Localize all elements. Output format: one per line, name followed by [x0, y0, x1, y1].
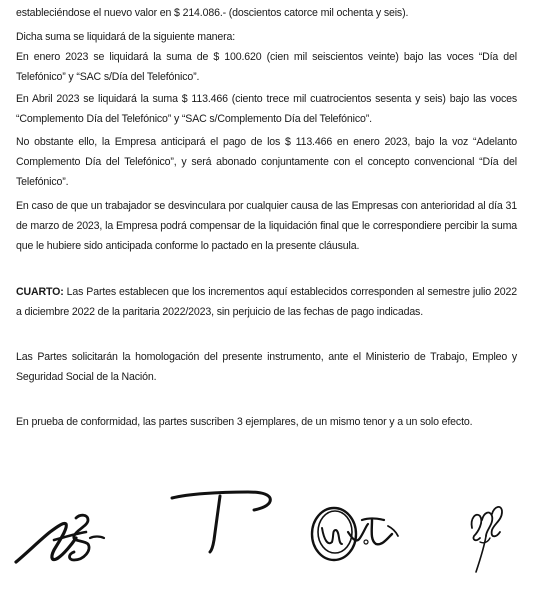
clause-cuarto	[16, 282, 517, 322]
paragraph-april-payment: En Abril 2023 se liquidará la suma $ 113.466 (ciento trece mil cuatrocientos sesenta y seis) bajo las voces “Complemento Día del Telefónico” y “SAC s/Complemento Día del Telefónico”.	[16, 93, 517, 125]
paragraph-homologation: Las Partes solicitarán la homologación del presente instrumento, ante el Ministerio de Trabajo, Empleo y Seguridad Social de la Nación.	[16, 351, 517, 383]
signature-4	[462, 498, 522, 578]
paragraph-new-value: estableciéndose el nuevo valor en $ 214.086.- (doscientos catorce mil ochenta y seis).	[16, 7, 409, 19]
paragraph-january-payment: En enero 2023 se liquidará la suma de $ 100.620 (cien mil seiscientos veinte) bajo las voces “Día del Telefónico” y “SAC s/Día del Telefónico”.	[16, 51, 517, 83]
signature-3	[308, 496, 408, 566]
paragraph-termination-clause: En caso de que un trabajador se desvinculara por cualquier causa de las Empresas con anterioridad al día 31 de marzo de 2023, la Empresa podrá compensar de la liquidación final que le correspondiere percibir la suma que le hubiere sido anticipada conforme lo pactado en la presente cláusula.	[16, 200, 517, 252]
signature-1	[14, 510, 124, 570]
signature-2	[168, 486, 278, 556]
signature-area	[0, 470, 533, 589]
clause-cuarto-heading: CUARTO:	[16, 286, 64, 298]
paragraph-payment-intro: Dicha suma se liquidará de la siguiente manera:	[16, 31, 236, 43]
paragraph-conformity: En prueba de conformidad, las partes suscriben 3 ejemplares, de un mismo tenor y a un solo efecto.	[16, 416, 473, 428]
paragraph-advance-payment: No obstante ello, la Empresa anticipará el pago de los $ 113.466 en enero 2023, bajo la voz “Adelanto Complemento Día del Telefónico”, y será abonado conjuntamente con el concepto convencional “Día del Telefónico”.	[16, 136, 517, 188]
clause-cuarto-text: Las Partes establecen que los incrementos aquí establecidos corresponden al semestre julio 2022 a diciembre 2022 de la paritaria 2022/2023, sin perjuicio de las fechas de pago indicadas.	[16, 286, 517, 318]
